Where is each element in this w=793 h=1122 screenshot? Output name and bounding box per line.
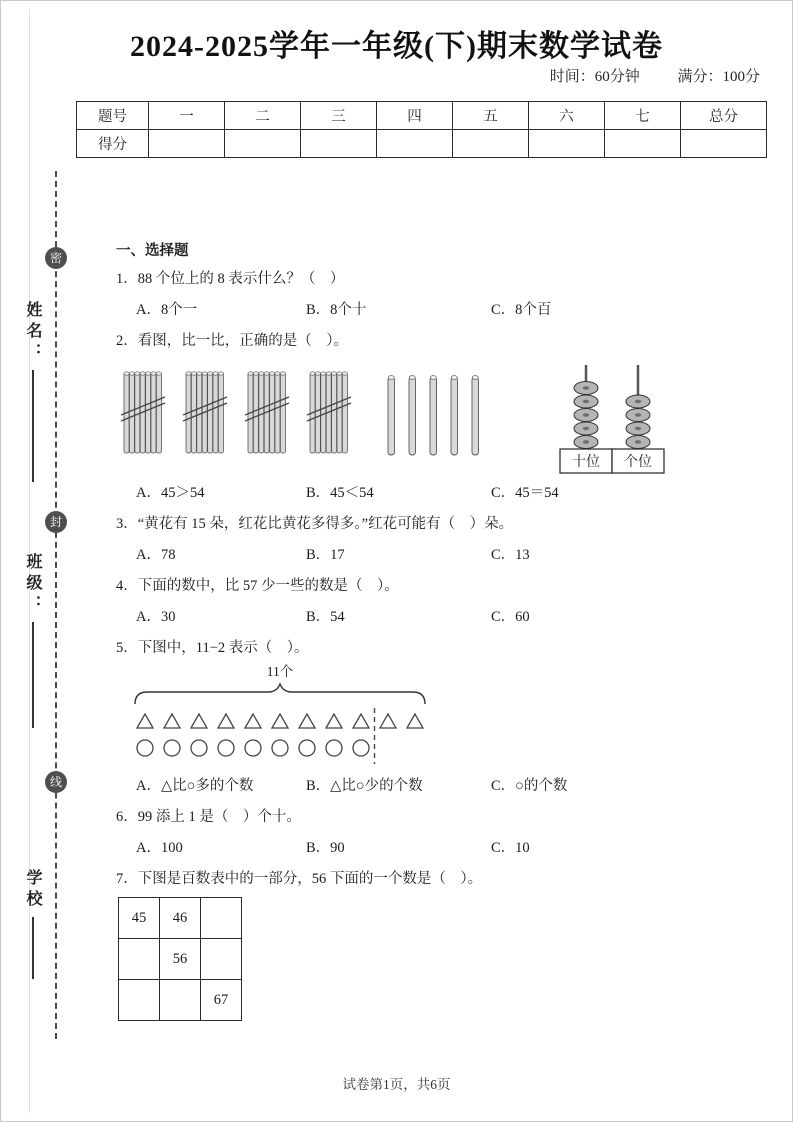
full-score-info: 满分：100分 (677, 69, 760, 85)
option-a: A．78 (136, 547, 176, 563)
grid-cell: 67 (201, 980, 242, 1021)
option-a: A．45＞54 (136, 485, 205, 501)
option-c: C．60 (491, 609, 530, 625)
seal-stamp-xian: 线 (45, 771, 67, 793)
grid-cell: 45 (119, 898, 160, 939)
option-b: B．54 (306, 609, 345, 625)
grid-cell (201, 898, 242, 939)
option-b: B．90 (306, 840, 345, 856)
question-7-text: 7．下图是百数表中的一部分，56 下面的一个数是（ ）。 (116, 871, 483, 887)
option-c: C．10 (491, 840, 530, 856)
section-title: 一、选择题 (116, 243, 189, 259)
option-b: B．8个十 (306, 302, 367, 318)
score-empty-cell (605, 130, 681, 158)
score-header-cell: 七 (605, 102, 681, 130)
svg-text:11个: 11个 (266, 664, 294, 679)
school-field (21, 869, 44, 979)
option-b: B．17 (306, 547, 345, 563)
triangles-circles-illustration (131, 662, 441, 770)
score-header-cell: 二 (225, 102, 301, 130)
seal-stamp-feng: 封 (45, 511, 67, 533)
score-header-cell: 总分 (681, 102, 767, 130)
question-6-text: 6．99 添上 1 是（ ）个十。 (116, 809, 301, 825)
class-label: 班级： (24, 553, 41, 616)
q2-sticks-and-abacus-figure (116, 357, 771, 479)
class-blank-line (32, 622, 34, 728)
option-b: B．45＜54 (306, 485, 374, 501)
score-header-cell: 六 (529, 102, 605, 130)
question-6-options (116, 838, 771, 858)
score-empty-cell (225, 130, 301, 158)
option-c: C．45＝54 (491, 485, 559, 501)
seal-dashed-line (55, 171, 57, 1039)
option-a: A．8个一 (136, 302, 198, 318)
score-header-cell: 一 (149, 102, 225, 130)
question-5-text: 5．下图中，11−2 表示（ ）。 (116, 640, 309, 656)
grid-row (119, 939, 242, 980)
option-b: B．△比○少的个数 (306, 778, 423, 794)
exam-body (116, 241, 771, 1021)
page-title: 2024-2025学年一年级(下)期末数学试卷 (130, 30, 663, 63)
q7-hundred-chart-grid (118, 897, 242, 1021)
svg-text:个位: 个位 (624, 455, 652, 470)
score-header-cell: 三 (301, 102, 377, 130)
score-empty-cell (377, 130, 453, 158)
score-empty-cell (453, 130, 529, 158)
grid-cell: 46 (160, 898, 201, 939)
question-3-text: 3．“黄花有 15 朵，红花比黄花多得多。”红花可能有（ ）朵。 (116, 516, 514, 532)
page-footer: 试卷第1页，共6页 (342, 1077, 451, 1092)
score-empty-cell (681, 130, 767, 158)
name-field (21, 301, 44, 482)
grid-row (119, 898, 242, 939)
option-c: C．8个百 (491, 302, 552, 318)
option-c: C．13 (491, 547, 530, 563)
option-a: A．△比○多的个数 (136, 778, 254, 794)
question-5-options (116, 776, 771, 796)
option-c: C．○的个数 (491, 778, 568, 794)
score-table-header-row (77, 102, 767, 130)
score-header-cell: 题号 (77, 102, 149, 130)
svg-text:十位: 十位 (572, 455, 600, 470)
grid-cell (119, 980, 160, 1021)
grid-row (119, 980, 242, 1021)
question-1-options (116, 300, 771, 320)
school-label: 学校 (24, 869, 41, 911)
school-blank-line (32, 917, 34, 979)
option-a: A．30 (136, 609, 176, 625)
question-1-text: 1．88 个位上的 8 表示什么？（ ） (116, 271, 345, 287)
grid-cell (119, 939, 160, 980)
time-info: 时间：60分钟 (549, 69, 640, 85)
question-4-text: 4．下面的数中，比 57 少一些的数是（ ）。 (116, 578, 399, 594)
score-table (76, 101, 767, 158)
exam-meta (550, 65, 760, 86)
question-4-options (116, 607, 771, 627)
grid-cell (201, 939, 242, 980)
grid-cell: 56 (160, 939, 201, 980)
class-field (21, 553, 44, 728)
q5-triangles-circles-figure (131, 662, 771, 770)
question-2-options (116, 483, 771, 503)
question-2-text: 2．看图，比一比，正确的是（ ）。 (116, 333, 348, 349)
option-a: A．100 (136, 840, 183, 856)
score-header-cell: 五 (453, 102, 529, 130)
seal-stamp-mi: 密 (45, 247, 67, 269)
score-empty-cell (149, 130, 225, 158)
score-row-label: 得分 (77, 130, 149, 158)
score-empty-cell (529, 130, 605, 158)
question-3-options (116, 545, 771, 565)
name-label: 姓名： (24, 301, 41, 364)
grid-cell (160, 980, 201, 1021)
score-empty-cell (301, 130, 377, 158)
sticks-abacus-illustration (116, 357, 756, 479)
score-header-cell: 四 (377, 102, 453, 130)
score-table-score-row (77, 130, 767, 158)
name-blank-line (32, 370, 34, 482)
